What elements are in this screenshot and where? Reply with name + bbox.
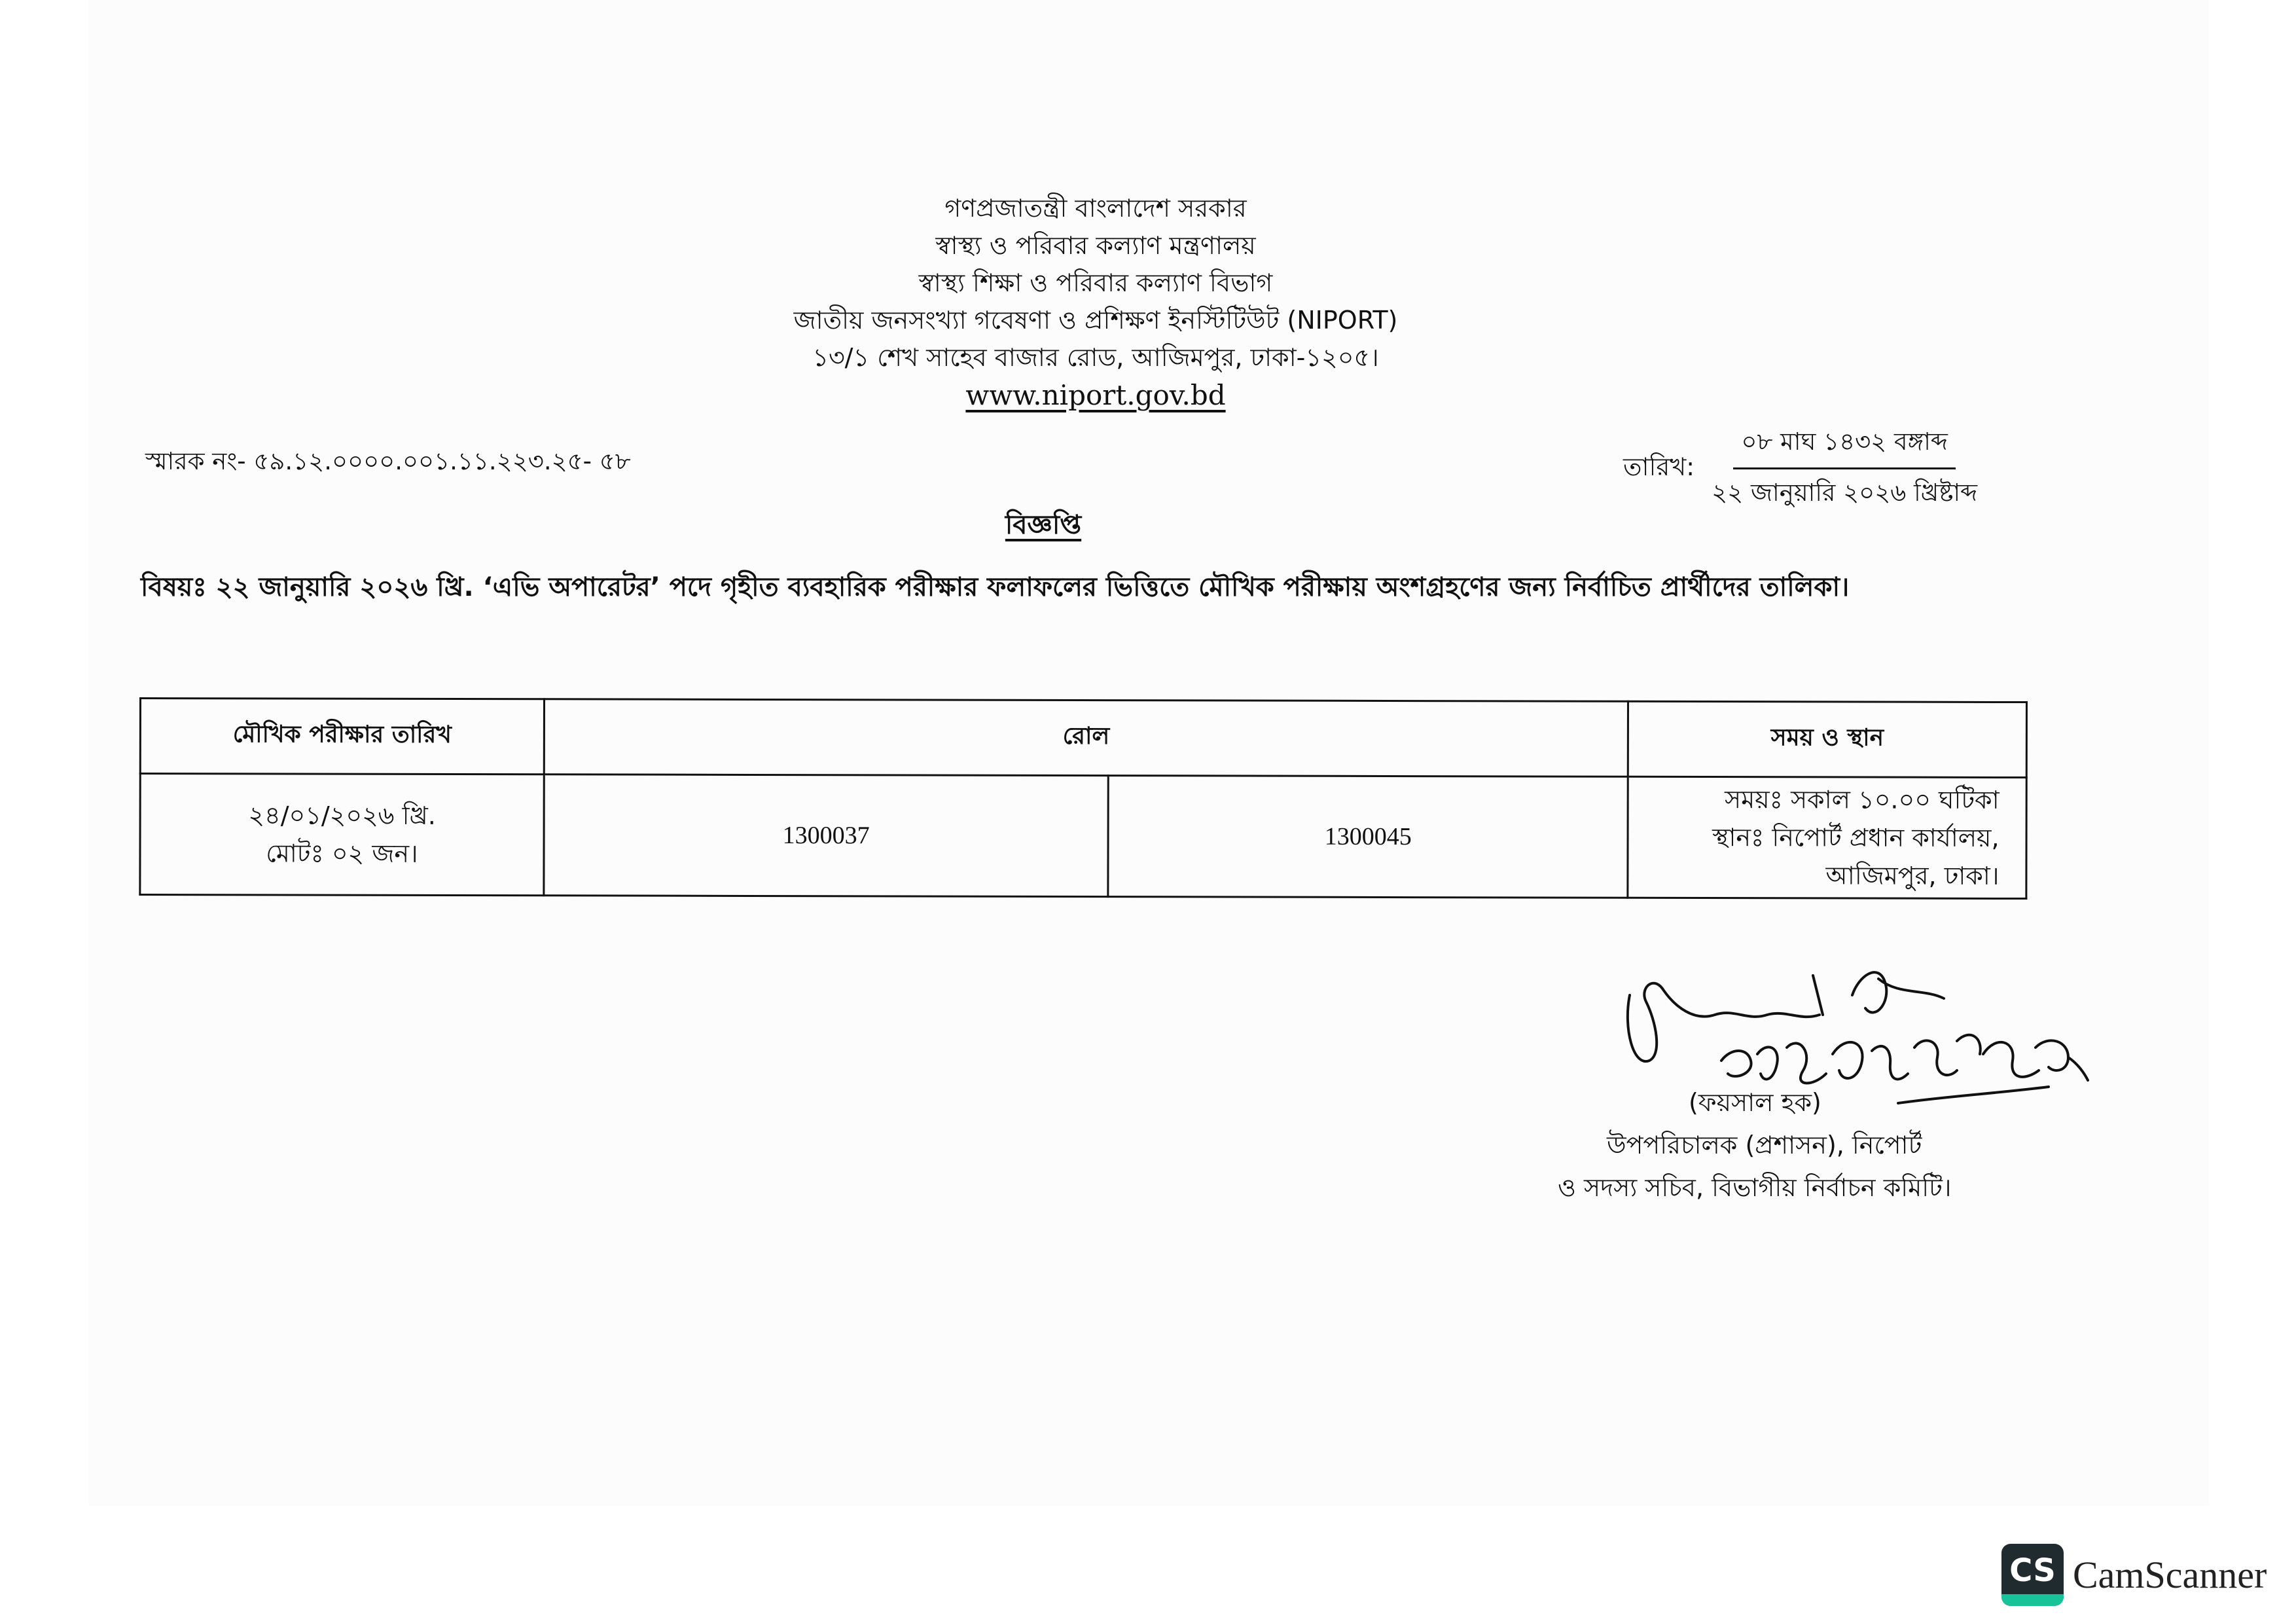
header-time-place: সময় ও স্থান [1628, 701, 2026, 777]
website-link[interactable]: www.niport.gov.bd [965, 379, 1226, 411]
notice-title-text: বিজ্ঞপ্তি [1005, 510, 1082, 540]
subject-line: বিষয়ঃ ২২ জানুয়ারি ২০২৬ খ্রি. ‘এভি অপারেটর’ পদে গৃহীত ব্যবহারিক পরীক্ষার ফলাফলের ভিত্তিতে মৌখিক পরীক্ষায় অংশগ্রহণের জন্য নির্বাচিত প্রার্থীদের তালিকা। [141, 572, 1850, 602]
cell-exam-date [140, 774, 544, 896]
exam-place-1: স্থানঃ নিপোর্ট প্রধান কার্যালয়, [1712, 823, 2000, 852]
camscanner-icon [2001, 1544, 2064, 1606]
date-values [1704, 422, 1985, 515]
camscanner-icon-text: CS [2009, 1552, 2056, 1589]
table-header-row [140, 699, 2026, 778]
letterhead [0, 190, 2296, 414]
govt-name: গণপ্রজাতন্ত্রী বাংলাদেশ সরকার [944, 194, 1247, 223]
institute-name: জাতীয় জনসংখ্যা গবেষণা ও প্রশিক্ষণ ইনস্টিটিউট (NIPORT) [793, 306, 1398, 335]
signatory-name: (ফয়সাল হক) [1689, 1088, 1821, 1117]
header-exam-date: মৌখিক পরীক্ষার তারিখ [140, 699, 544, 775]
signatory-designation: উপপরিচালক (প্রশাসন), নিপোর্ট [1607, 1131, 1922, 1159]
header-roll: রোল [544, 699, 1628, 776]
camscanner-watermark [2001, 1544, 2267, 1606]
date-label: তারিখ: [1623, 452, 1695, 481]
date-block [1623, 422, 1985, 515]
ministry-name: স্বাস্থ্য ও পরিবার কল্যাণ মন্ত্রণালয় [935, 231, 1256, 260]
institute-address: ১৩/১ শেখ সাহেব বাজার রোড, আজিমপুর, ঢাকা-১২০৫। [812, 343, 1379, 372]
cell-roll-1: 1300037 [544, 775, 1109, 897]
exam-place-2: আজিমপুর, ঢাকা। [1825, 861, 2000, 890]
candidate-table [139, 697, 2028, 900]
division-name: স্বাস্থ্য শিক্ষা ও পরিবার কল্যাণ বিভাগ [918, 268, 1273, 297]
cell-time-place [1628, 776, 2026, 898]
exam-time: সময়ঃ সকাল ১০.০০ ঘটিকা [1725, 785, 2000, 814]
exam-date: ২৪/০১/২০২৬ খ্রি. [248, 801, 436, 830]
signatory-member-role: ও সদস্য সচিব, বিভাগীয় নির্বাচন কমিটি। [1558, 1173, 1952, 1202]
camscanner-brand: CamScanner [2073, 1554, 2267, 1596]
date-english: ২২ জানুয়ারি ২০২৬ খ্রিষ্টাব্দ [1712, 479, 1978, 507]
cell-roll-2: 1300045 [1108, 776, 1628, 898]
memo-number: স্মারক নং- ৫৯.১২.০০০০.০০১.১১.২২৩.২৫- ৫৮ [145, 447, 631, 475]
table-row [140, 774, 2026, 899]
total-candidates: মোটঃ ০২ জন। [266, 839, 418, 868]
notice-title [0, 504, 2191, 548]
date-bangla: ০৮ মাঘ ১৪৩২ বঙ্গাব্দ [1733, 422, 1955, 469]
